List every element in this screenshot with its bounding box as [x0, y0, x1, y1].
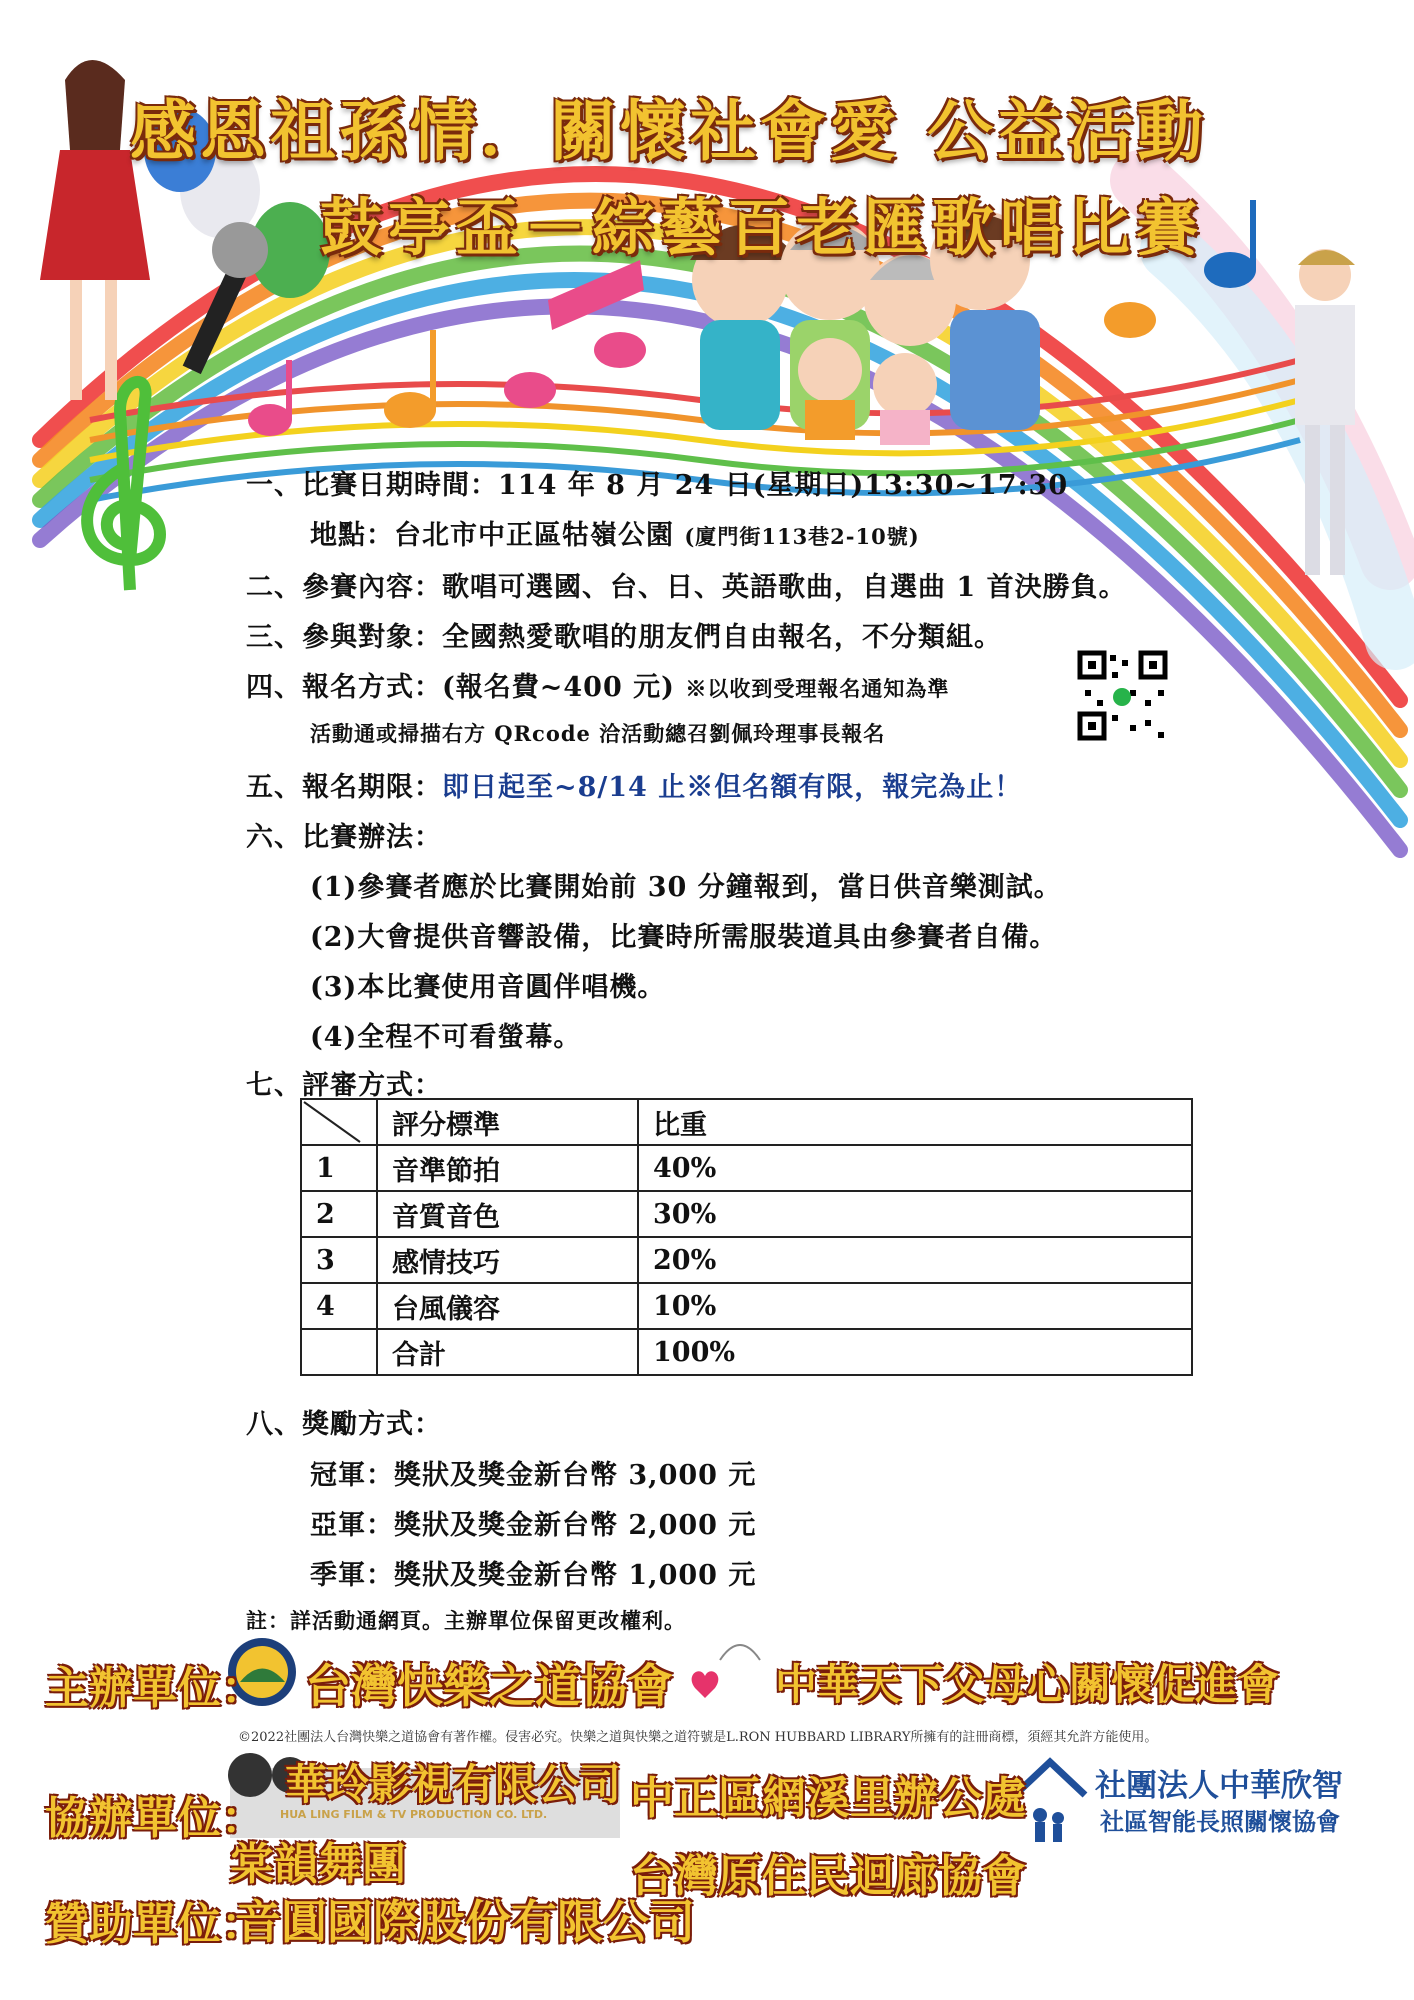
co-organizer-2: 中正區網溪里辦公處 — [630, 1773, 1026, 1824]
diagonal-cell — [301, 1099, 377, 1145]
host-org-2: 中華天下父母心關懷促進會 — [775, 1660, 1280, 1709]
co-organizer-5: 台灣原住民迴廊協會 — [630, 1851, 1026, 1902]
total-empty-cell — [301, 1329, 377, 1375]
host-label: 主辦單位： — [45, 1663, 265, 1714]
table-row — [301, 1237, 1192, 1283]
sponsor-1: 音圓國際股份有限公司 — [235, 1895, 695, 1949]
scoring-table — [300, 1098, 1193, 1376]
heart-icon — [692, 1645, 760, 1698]
qr-code — [1075, 648, 1170, 743]
venue-line — [310, 513, 920, 552]
registration-fee: 四、報名方式：(報名費~400 元) — [246, 672, 675, 703]
sponsor-label: 贊助單位： — [45, 1899, 265, 1950]
registration-note: ※以收到受理報名通知為準 — [685, 676, 950, 701]
row-weight: 30% — [638, 1191, 1192, 1237]
rule-item: (1)參賽者應於比賽開始前 30 分鐘報到，當日供音樂測試。 — [310, 872, 1062, 903]
row-criterion: 音質音色 — [377, 1191, 638, 1237]
note-line: 註：詳活動通網頁。主辦單位保留更改權利。 — [246, 1608, 686, 1633]
venue-detail: (廈門街113巷2-10號) — [684, 524, 920, 549]
row-number: 2 — [301, 1191, 377, 1237]
co-organizer-3-line1: 社團法人中華欣智 — [1095, 1768, 1343, 1804]
deadline-line — [246, 765, 1022, 804]
row-weight: 40% — [638, 1145, 1192, 1191]
registration-method: 活動通或掃描右方 QRcode 洽活動總召劉佩玲理事長報名 — [310, 721, 886, 746]
deadline-value: 即日起至~8/14 止※但名額有限，報完為止！ — [442, 772, 1023, 803]
copyright-notice: ©2022社團法人台灣快樂之道協會有著作權。侵害必究。快樂之道與快樂之道符號是L.RON HUBBARD LIBRARY所擁有的註冊商標，須經其允許方能使用。 — [238, 1730, 1158, 1745]
awards-heading: 八、獎勵方式： — [246, 1409, 442, 1440]
table-total-row — [301, 1329, 1192, 1375]
row-criterion: 感情技巧 — [377, 1237, 638, 1283]
venue-label: 地點：台北市中正區牯嶺公園 — [310, 520, 674, 551]
registration-line — [246, 665, 949, 704]
judging-heading: 七、評審方式： — [246, 1070, 442, 1101]
header-weight: 比重 — [638, 1099, 1192, 1145]
row-criterion: 台風儀容 — [377, 1283, 638, 1329]
rule-item: (4)全程不可看螢幕。 — [310, 1022, 582, 1053]
table-row — [301, 1145, 1192, 1191]
award-item: 冠軍：獎狀及獎金新台幣 3,000 元 — [310, 1460, 757, 1491]
table-header-row — [301, 1099, 1192, 1145]
row-weight: 20% — [638, 1237, 1192, 1283]
co-organizer-1-english: HUA LING FILM & TV PRODUCTION CO. LTD. — [280, 1808, 548, 1821]
eligibility-line: 三、參與對象：全國熱愛歌唱的朋友們自由報名，不分類組。 — [246, 622, 1002, 653]
co-organizer-1: 華玲影視有限公司 — [285, 1760, 622, 1809]
row-weight: 10% — [638, 1283, 1192, 1329]
host-org-1: 台灣快樂之道協會 — [305, 1659, 673, 1713]
co-organizer-4: 棠韻舞團 — [230, 1839, 406, 1890]
award-item: 季軍：獎狀及獎金新台幣 1,000 元 — [310, 1560, 757, 1591]
table-row — [301, 1283, 1192, 1329]
row-criterion: 音準節拍 — [377, 1145, 638, 1191]
content-line: 二、參賽內容：歌唱可選國、台、日、英語歌曲，自選曲 1 首決勝負。 — [246, 572, 1127, 603]
total-label: 合計 — [377, 1329, 638, 1375]
header-criterion: 評分標準 — [377, 1099, 638, 1145]
award-item: 亞軍：獎狀及獎金新台幣 2,000 元 — [310, 1510, 757, 1541]
subtitle: 鼓亭盃－綜藝百老匯歌唱比賽 — [320, 191, 1205, 264]
row-number: 4 — [301, 1283, 377, 1329]
deadline-label: 五、報名期限： — [246, 772, 442, 803]
rule-item: (3)本比賽使用音圓伴唱機。 — [310, 972, 666, 1003]
row-number: 3 — [301, 1237, 377, 1283]
co-organizer-3-line2: 社區智能長照關懷協會 — [1100, 1808, 1340, 1836]
co-organizer-label: 協辦單位： — [45, 1793, 265, 1844]
date-time-line: 一、比賽日期時間：114 年 8 月 24 日(星期日)13:30~17:30 — [246, 470, 1069, 501]
main-title: 感恩祖孫情．關懷社會愛 公益活動 — [130, 93, 1207, 170]
rules-heading: 六、比賽辦法： — [246, 822, 442, 853]
total-value: 100% — [638, 1329, 1192, 1375]
diagonal-line — [302, 1100, 362, 1144]
rule-item: (2)大會提供音響設備，比賽時所需服裝道具由參賽者自備。 — [310, 922, 1058, 953]
row-number: 1 — [301, 1145, 377, 1191]
table-row — [301, 1191, 1192, 1237]
